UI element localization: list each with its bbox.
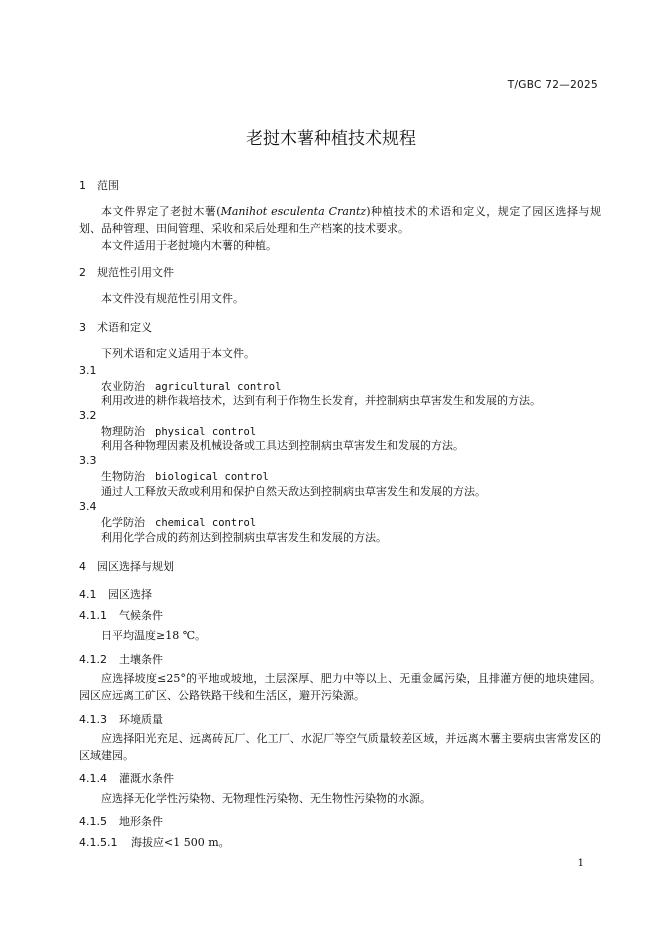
- subsection-number: 4.1: [79, 588, 97, 601]
- clause-number: 4.1.4: [79, 772, 107, 785]
- section-title: 范围: [97, 179, 119, 192]
- term-number: 3.4: [79, 500, 97, 513]
- term-definition: 利用化学合成的药剂达到控制病虫草害发生和发展的方法。: [101, 531, 387, 544]
- term-number: 3.1: [79, 364, 97, 377]
- term-number: 3.2: [79, 409, 97, 422]
- clause-title: 环境质量: [119, 713, 163, 726]
- clause-title: 灌溉水条件: [119, 772, 174, 785]
- clause-4-1-1-text: 日平均温度≥18 ℃。: [101, 629, 207, 642]
- term-en: agricultural control: [155, 381, 282, 393]
- section-title: 园区选择与规划: [97, 560, 174, 573]
- term-en: biological control: [155, 471, 269, 483]
- term-entry: [101, 514, 256, 530]
- section-3-heading: [79, 319, 152, 335]
- section-1-heading: [79, 177, 119, 193]
- clause-4-1-5-1: [79, 834, 230, 850]
- section-title: 术语和定义: [97, 321, 152, 334]
- clause-4-1-4-text: 应选择无化学性污染物、无物理性污染物、无生物性污染物的水源。: [101, 792, 431, 805]
- subsection-title: 园区选择: [108, 588, 152, 601]
- term-en: physical control: [155, 426, 257, 438]
- section-number: 2: [79, 266, 86, 279]
- clause-number: 4.1.5: [79, 815, 107, 828]
- clause-4-1-5-heading: [79, 813, 163, 829]
- clause-title: 气候条件: [119, 609, 163, 622]
- term-definition: 通过人工释放天敌或利用和保护自然天敌达到控制病虫草害发生和发展的方法。: [101, 485, 486, 498]
- clause-4-1-1-heading: [79, 607, 163, 623]
- clause-number: 4.1.3: [79, 713, 107, 726]
- term-entry: [101, 468, 269, 484]
- page-number: 1: [577, 858, 584, 869]
- term-definition: 利用改进的耕作栽培技术，达到有利于作物生长发育，并控制病虫草害发生和发展的方法。: [101, 394, 541, 407]
- clause-title: 地形条件: [119, 815, 163, 828]
- term-zh: 化学防治: [101, 516, 145, 529]
- term-zh: 生物防治: [101, 470, 145, 483]
- section-4-heading: [79, 558, 174, 574]
- clause-4-1-2-heading: [79, 651, 163, 667]
- clause-number: 4.1.2: [79, 653, 107, 666]
- clause-text: 海拔应<1 500 m。: [131, 836, 230, 849]
- section-number: 4: [79, 560, 86, 573]
- document-number: T/GBC 72—2025: [507, 79, 598, 91]
- clause-number: 4.1.5.1: [79, 836, 118, 849]
- term-en: chemical control: [155, 517, 257, 529]
- terms-intro: 下列术语和定义适用于本文件。: [101, 347, 255, 360]
- clause-4-1-3-text: 应选择阳光充足、远离砖瓦厂、化工厂、水泥厂等空气质量较差区域，并远离木薯主要病虫害常发区的区域建园。: [79, 732, 601, 762]
- text-run: 本文件界定了老挝木薯(: [101, 205, 221, 218]
- term-zh: 物理防治: [101, 425, 145, 438]
- term-number: 3.3: [79, 454, 97, 467]
- term-zh: 农业防治: [101, 380, 145, 393]
- section-2-heading: [79, 264, 174, 280]
- section-title: 规范性引用文件: [97, 266, 174, 279]
- scope-paragraph-1: [79, 203, 601, 237]
- section-number: 3: [79, 321, 86, 334]
- scope-paragraph-2: 本文件适用于老挝境内木薯的种植。: [101, 239, 277, 252]
- document-title: 老挝木薯种植技术规程: [246, 129, 416, 149]
- latin-name: Manihot esculenta Crantz: [220, 205, 367, 218]
- clause-4-1-3-heading: [79, 711, 163, 727]
- section-number: 1: [79, 179, 86, 192]
- subsection-4-1-heading: [79, 586, 152, 602]
- clause-4-1-4-heading: [79, 770, 174, 786]
- clause-title: 土壤条件: [119, 653, 163, 666]
- clause-4-1-2-text: 应选择坡度≤25°的平地或坡地，土层深厚、肥力中等以上、无重金属污染，且排灌方便的地块建园。园区应远离工矿区、公路铁路干线和生活区，避开污染源。: [79, 672, 601, 702]
- text-run: )种植技术的术语和定义，规定了园区选择与规划、品种管理、田间管理、采收和采后处理和生产档案的技术要求。: [79, 205, 601, 235]
- term-definition: 利用各种物理因素及机械设备或工具达到控制病虫草害发生和发展的方法。: [101, 439, 464, 452]
- normative-references-paragraph: 本文件没有规范性引用文件。: [101, 292, 244, 305]
- clause-number: 4.1.1: [79, 609, 107, 622]
